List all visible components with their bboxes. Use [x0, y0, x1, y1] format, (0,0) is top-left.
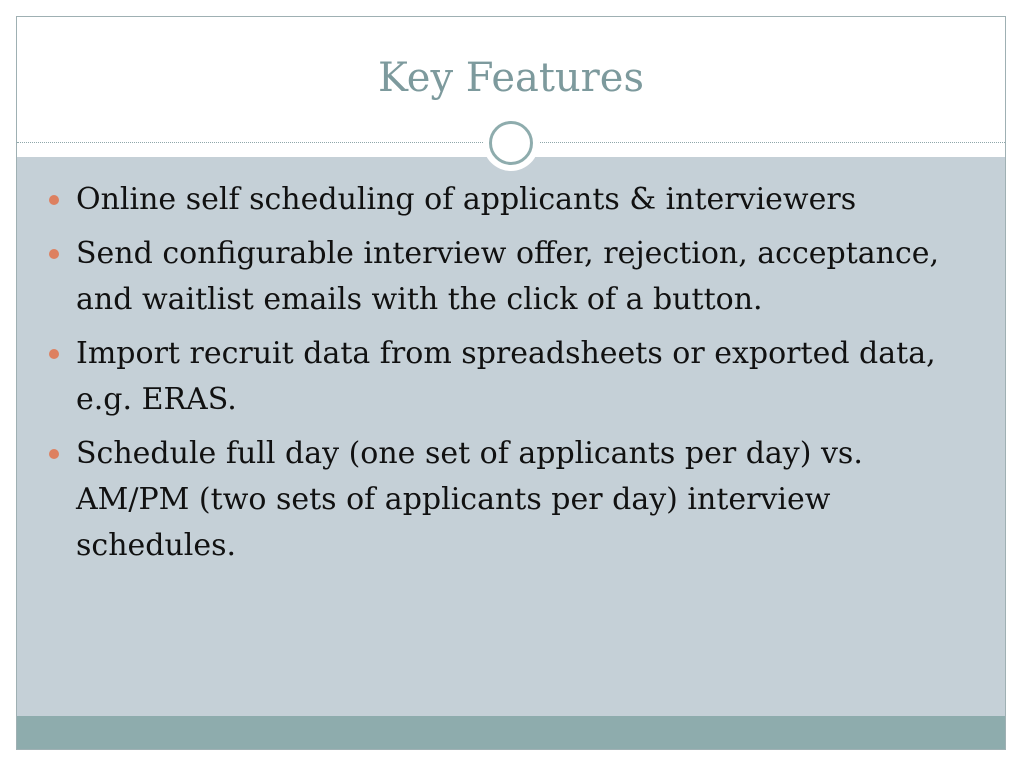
bullet-list — [17, 177, 1005, 577]
bullet-text: Send configurable interview offer, rejection, acceptance, and waitlist emails with the click of a button. — [76, 236, 940, 317]
ornament-ring — [489, 121, 533, 165]
bullet-item — [17, 431, 1005, 569]
bullet-text: Import recruit data from spreadsheets or exported data, e.g. ERAS. — [76, 336, 936, 417]
bullet-item — [17, 177, 1005, 223]
footer-bar — [17, 716, 1005, 750]
bullet-text: Online self scheduling of applicants & interviewers — [76, 182, 857, 217]
bullet-item — [17, 231, 1005, 323]
bullet-item — [17, 331, 1005, 423]
bullet-dot-icon — [49, 249, 59, 259]
bullet-dot-icon — [49, 195, 59, 205]
bullet-text: Schedule full day (one set of applicants per day) vs. AM/PM (two sets of applicants per day) interview schedules. — [76, 436, 863, 563]
bullet-dot-icon — [49, 449, 59, 459]
slide-title: Key Features — [377, 55, 645, 101]
circle-ring-icon — [483, 115, 539, 171]
bullet-dot-icon — [49, 349, 59, 359]
slide-frame — [16, 16, 1006, 750]
